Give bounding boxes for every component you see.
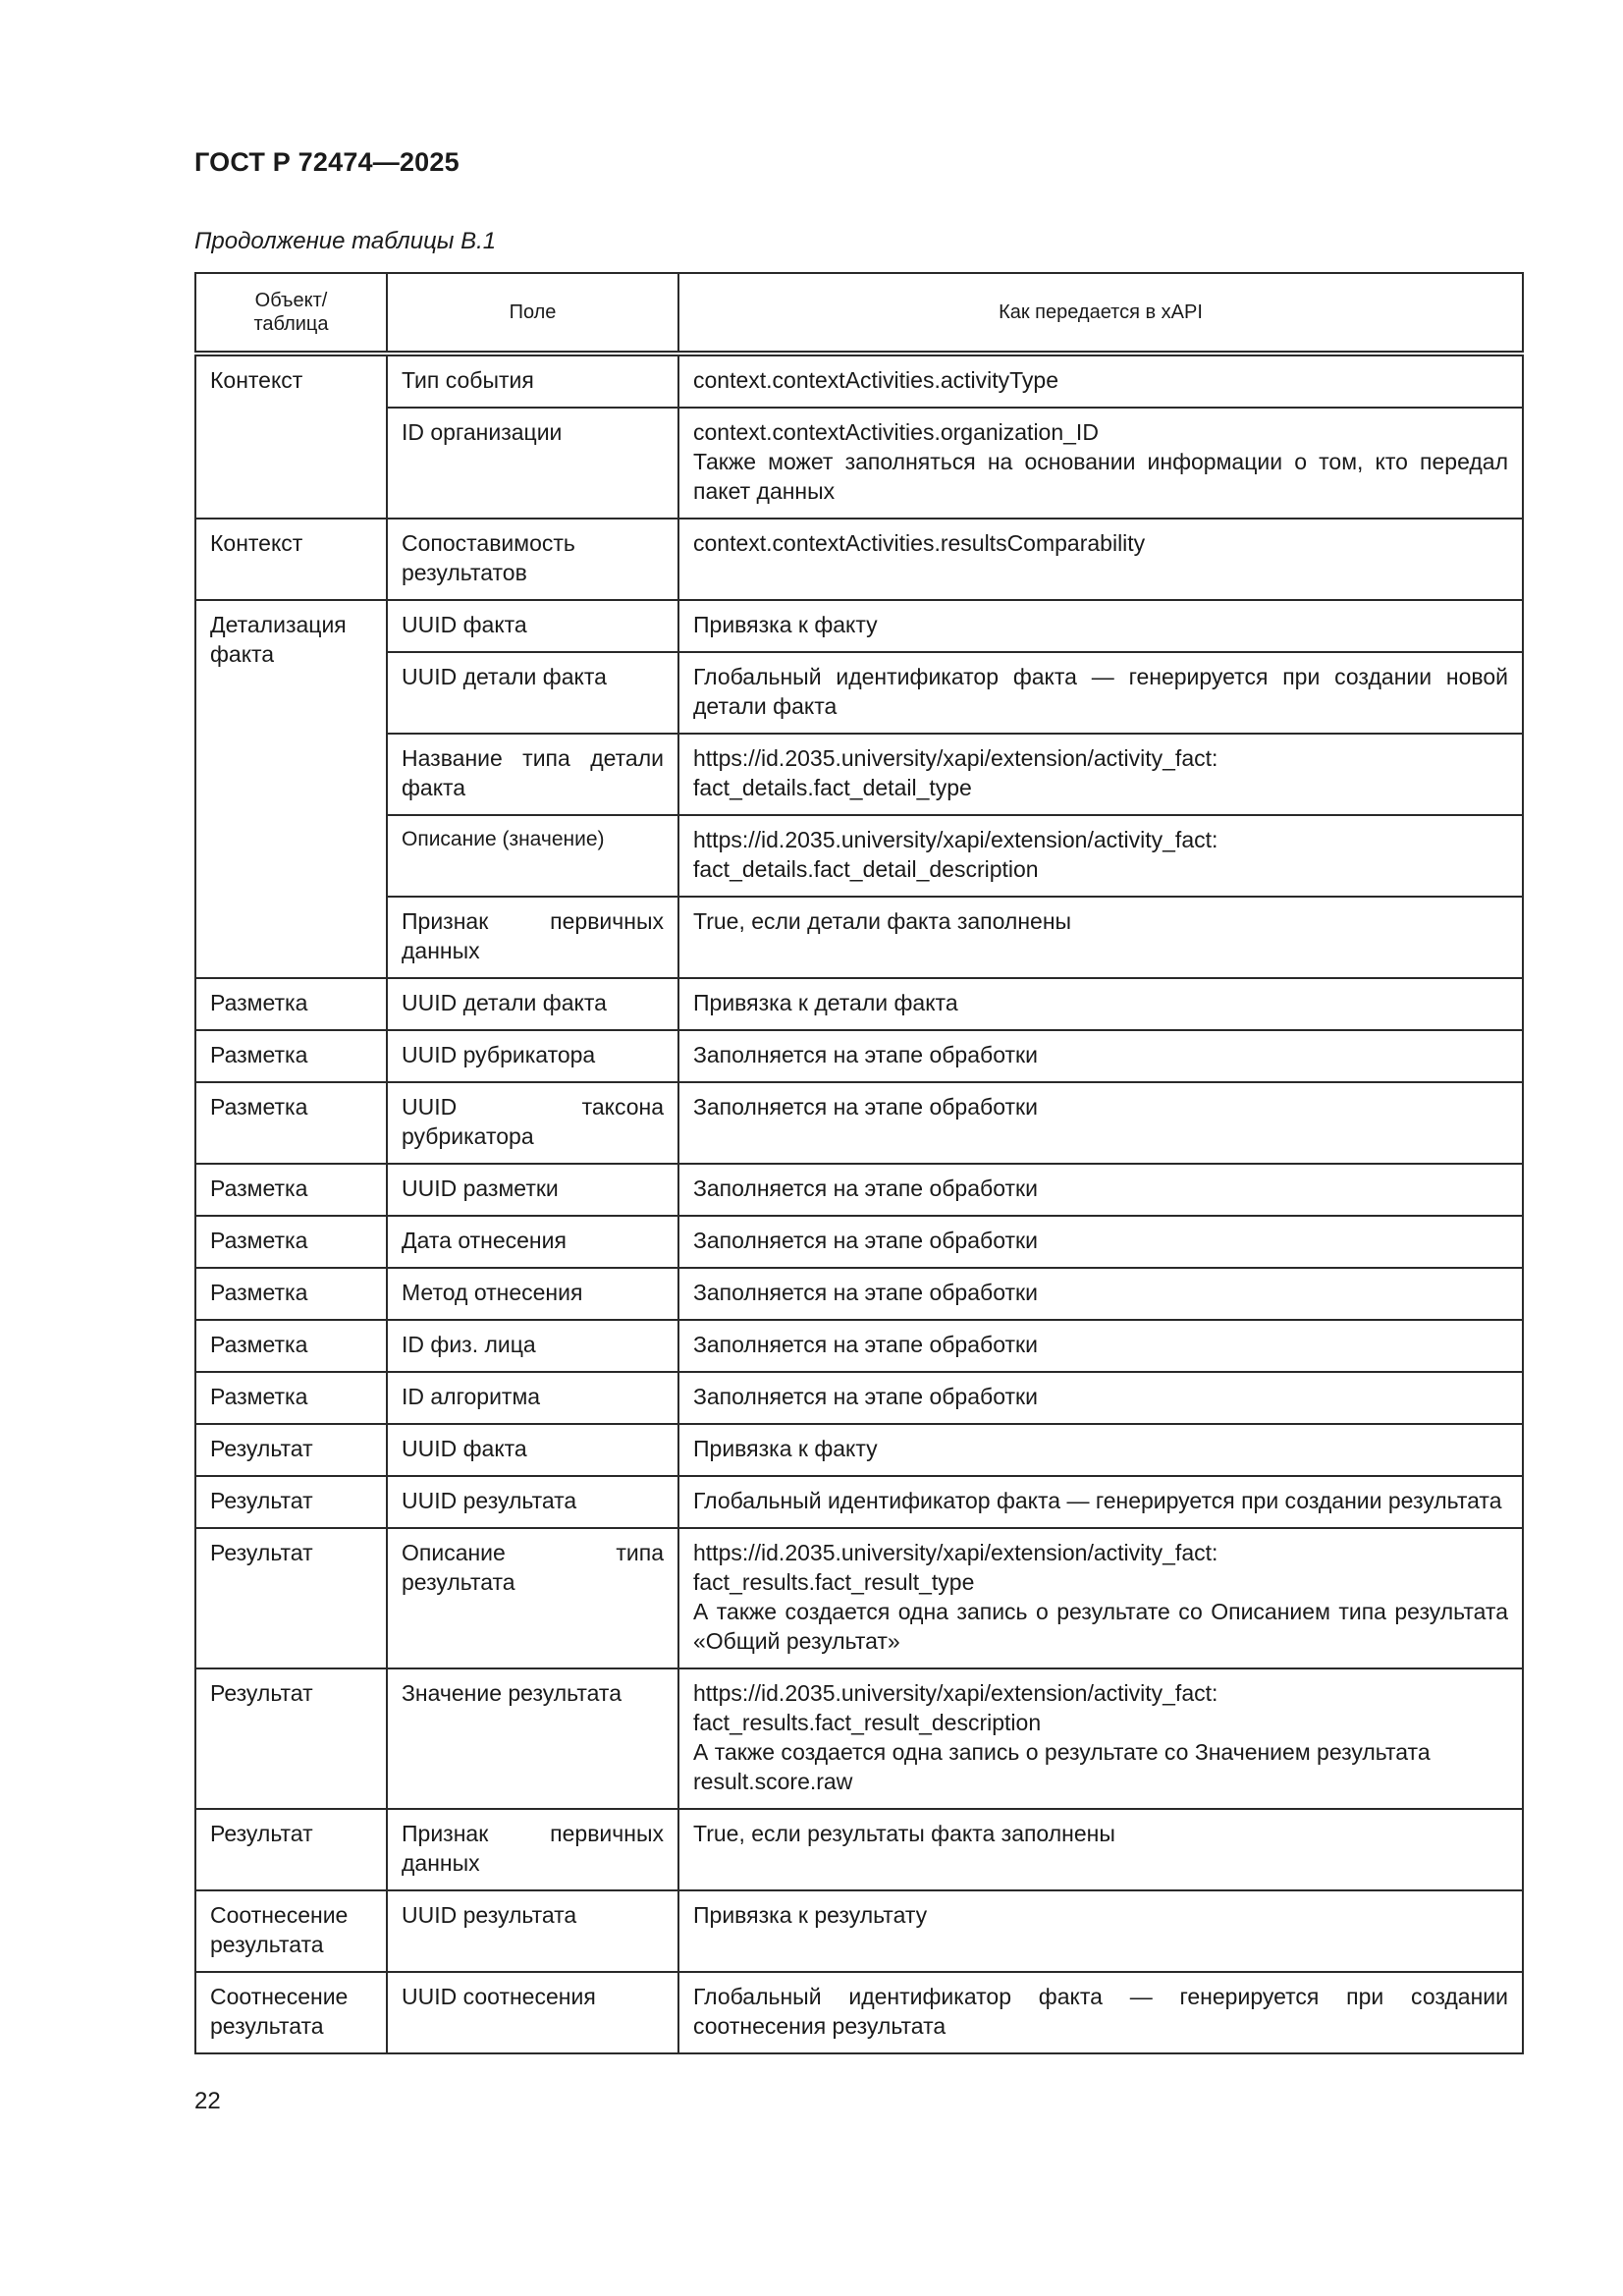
- cell-field: ID организации: [387, 408, 678, 519]
- header-xapi: Как передается в xAPI: [678, 273, 1523, 354]
- cell-field: Описание (значение): [387, 815, 678, 897]
- cell-object: Результат: [195, 1476, 387, 1528]
- cell-xapi: Заполняется на этапе обработки: [678, 1320, 1523, 1372]
- table-row: [195, 1890, 1523, 1972]
- cell-object: Разметка: [195, 1320, 387, 1372]
- table-row: [195, 1424, 1523, 1476]
- cell-xapi: Глобальный идентификатор факта — генерируется при создании новой детали факта: [678, 652, 1523, 734]
- table-row: [195, 519, 1523, 600]
- cell-xapi: Глобальный идентификатор факта — генерируется при создании соотнесения результата: [678, 1972, 1523, 2053]
- cell-object: Контекст: [195, 354, 387, 519]
- cell-xapi: Привязка к детали факта: [678, 978, 1523, 1030]
- table-row: [195, 1216, 1523, 1268]
- table-row: [195, 1809, 1523, 1890]
- table-row: [195, 600, 1523, 652]
- table-row: [195, 1372, 1523, 1424]
- header-row: [195, 273, 1523, 354]
- document-code: ГОСТ Р 72474—2025: [194, 147, 460, 177]
- cell-field: UUID детали факта: [387, 652, 678, 734]
- cell-object: Детализация факта: [195, 600, 387, 978]
- cell-xapi: https://id.2035.university/xapi/extension/activity_fact: fact_results.fact_result_description А также создается одна запись о результате со Значением результата result.score.raw: [678, 1668, 1523, 1809]
- cell-xapi: Глобальный идентификатор факта — генерируется при создании результата: [678, 1476, 1523, 1528]
- cell-object: Разметка: [195, 1082, 387, 1164]
- cell-xapi: Привязка к результату: [678, 1890, 1523, 1972]
- cell-xapi: Заполняется на этапе обработки: [678, 1030, 1523, 1082]
- cell-xapi: Заполняется на этапе обработки: [678, 1164, 1523, 1216]
- mapping-table: [194, 272, 1524, 2054]
- cell-field: Дата отнесения: [387, 1216, 678, 1268]
- table-row: [195, 1268, 1523, 1320]
- cell-object: Разметка: [195, 978, 387, 1030]
- page-number: 22: [194, 2088, 221, 2114]
- table-row: [195, 1164, 1523, 1216]
- cell-xapi: context.contextActivities.activityType: [678, 354, 1523, 408]
- cell-field: UUID разметки: [387, 1164, 678, 1216]
- cell-object: Результат: [195, 1668, 387, 1809]
- cell-field: Тип события: [387, 354, 678, 408]
- table-row: [195, 1668, 1523, 1809]
- cell-xapi: Заполняется на этапе обработки: [678, 1268, 1523, 1320]
- table-row: [195, 1972, 1523, 2053]
- cell-field: UUID результата: [387, 1476, 678, 1528]
- cell-field: Признак первичных данных: [387, 897, 678, 978]
- cell-object: Результат: [195, 1424, 387, 1476]
- cell-object: Разметка: [195, 1030, 387, 1082]
- header-object: Объект/ таблица: [195, 273, 387, 354]
- cell-field: ID алгоритма: [387, 1372, 678, 1424]
- cell-object: Соотнесение результата: [195, 1972, 387, 2053]
- cell-object: Контекст: [195, 519, 387, 600]
- cell-object: Разметка: [195, 1372, 387, 1424]
- cell-field: UUID соотнесения: [387, 1972, 678, 2053]
- cell-xapi: Заполняется на этапе обработки: [678, 1372, 1523, 1424]
- cell-field: Сопоставимость результатов: [387, 519, 678, 600]
- table-row: [195, 652, 1523, 734]
- cell-field: Метод отнесения: [387, 1268, 678, 1320]
- cell-field: UUID факта: [387, 1424, 678, 1476]
- cell-object: Разметка: [195, 1164, 387, 1216]
- cell-field: UUID факта: [387, 600, 678, 652]
- cell-field: ID физ. лица: [387, 1320, 678, 1372]
- cell-field: UUID таксона рубрикатора: [387, 1082, 678, 1164]
- cell-xapi: True, если результаты факта заполнены: [678, 1809, 1523, 1890]
- cell-xapi: https://id.2035.university/xapi/extension/activity_fact: fact_details.fact_detail_type: [678, 734, 1523, 815]
- cell-xapi: https://id.2035.university/xapi/extension/activity_fact: fact_results.fact_result_type А также создается одна запись о результате со Описанием типа результата «Общий результат»: [678, 1528, 1523, 1668]
- table-row: [195, 897, 1523, 978]
- table-header: [195, 273, 1523, 354]
- cell-object: Разметка: [195, 1216, 387, 1268]
- cell-field: Описание типа результата: [387, 1528, 678, 1668]
- cell-xapi: Привязка к факту: [678, 600, 1523, 652]
- table-row: [195, 978, 1523, 1030]
- cell-xapi: context.contextActivities.resultsComparability: [678, 519, 1523, 600]
- table-caption: Продолжение таблицы В.1: [194, 228, 497, 254]
- table-row: [195, 1082, 1523, 1164]
- table-row: [195, 408, 1523, 519]
- table-row: [195, 354, 1523, 408]
- cell-xapi: Заполняется на этапе обработки: [678, 1216, 1523, 1268]
- table-row: [195, 1320, 1523, 1372]
- cell-object: Соотнесение результата: [195, 1890, 387, 1972]
- cell-field: Признак первичных данных: [387, 1809, 678, 1890]
- table-body: [195, 354, 1523, 2053]
- cell-xapi: context.contextActivities.organization_ID Также может заполняться на основании информации о том, кто передал пакет данных: [678, 408, 1523, 519]
- table-row: [195, 1528, 1523, 1668]
- cell-object: Результат: [195, 1809, 387, 1890]
- cell-field: Значение результата: [387, 1668, 678, 1809]
- cell-xapi: True, если детали факта заполнены: [678, 897, 1523, 978]
- header-field: Поле: [387, 273, 678, 354]
- cell-xapi: Привязка к факту: [678, 1424, 1523, 1476]
- cell-xapi: Заполняется на этапе обработки: [678, 1082, 1523, 1164]
- table-row: [195, 1476, 1523, 1528]
- table-row: [195, 1030, 1523, 1082]
- cell-object: Разметка: [195, 1268, 387, 1320]
- cell-object: Результат: [195, 1528, 387, 1668]
- cell-field: UUID детали факта: [387, 978, 678, 1030]
- table-row: [195, 815, 1523, 897]
- table-row: [195, 734, 1523, 815]
- cell-field: UUID результата: [387, 1890, 678, 1972]
- cell-field: UUID рубрикатора: [387, 1030, 678, 1082]
- cell-field: Название типа детали факта: [387, 734, 678, 815]
- cell-xapi: https://id.2035.university/xapi/extension/activity_fact: fact_details.fact_detail_description: [678, 815, 1523, 897]
